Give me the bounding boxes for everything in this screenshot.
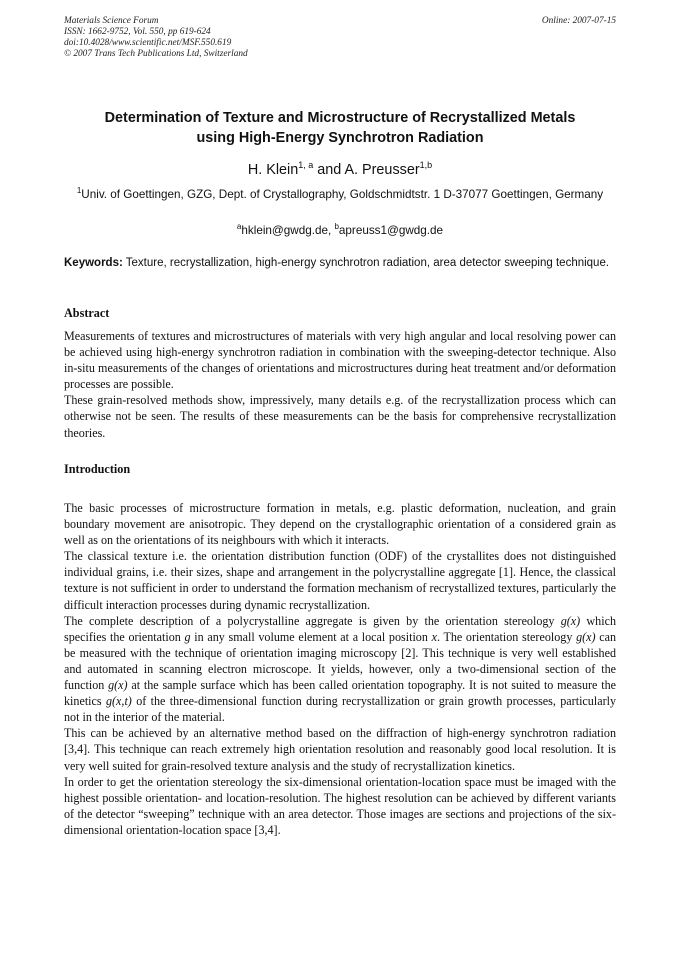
- affiliation-text: Univ. of Goettingen, GZG, Dept. of Crystallography, Goldschmidtstr. 1 D-37077 Goettingen, Germany: [81, 187, 604, 201]
- title-line-2: using High-Energy Synchrotron Radiation: [196, 130, 484, 146]
- intro-p3-text: which specifies the orientation: [64, 613, 616, 644]
- online-date: Online: 2007-07-15: [541, 16, 616, 26]
- keywords-label: Keywords:: [64, 257, 123, 269]
- author-2-name: . Preusser: [354, 161, 420, 178]
- introduction-heading: Introduction: [64, 462, 131, 476]
- affiliation-sup: 1: [76, 186, 82, 195]
- math-gx: g(x): [576, 629, 596, 644]
- math-gx: g(x): [560, 613, 581, 628]
- author-2-sup: 1,b: [419, 160, 433, 170]
- paper-title: [64, 108, 616, 148]
- title-line-1: Determination of Texture and Microstructure of Recrystallized Metals: [104, 110, 576, 126]
- author-1-sup: 1, a: [298, 160, 314, 170]
- math-g: g: [184, 629, 191, 644]
- abstract-paragraph-2: These grain-resolved methods show, impressively, many details e.g. of the recrystallization process which can otherwise not be seen. The results of these measurements can be the basis for comprehensive recrystallization theories.: [64, 393, 616, 440]
- intro-p3-text: The complete description of a polycrystalline aggregate is given by the orientation stereology: [64, 613, 561, 628]
- math-gx: g(x): [108, 678, 128, 693]
- introduction-body: [64, 500, 616, 838]
- abstract-heading: Abstract: [64, 306, 110, 320]
- keywords-text: Texture, recrystallization, high-energy synchrotron radiation, area detector sweeping technique.: [122, 257, 610, 269]
- issn-line: ISSN: 1662-9752, Vol. 550, pp 619-624: [64, 27, 211, 37]
- intro-paragraph-3: [64, 613, 616, 726]
- email-a-sup: a: [236, 222, 242, 231]
- intro-paragraph-2: The classical texture i.e. the orientation distribution function (ODF) of the crystallites does not distinguished individual grains, i.e. their sizes, shape and arrangement in the polycrystalline aggregate [1]. Hence, the classical texture is not sufficient in order to understand the formation mechanism of recrystallized textures, particularly the difficult interaction processes during dynamic recrystallization.: [64, 549, 616, 612]
- intro-p3-text: in any small volume element at a local position: [190, 629, 432, 644]
- intro-paragraph-5: In order to get the orientation stereology the six-dimensional orientation-location space must be imaged with the highest possible orientation- and location-resolution. The highest resolution can be achieved by different variants of the detector “sweeping” technique with an area detector. Those images are sections and projections of the six-dimensional orientation-location space [3,4].: [64, 774, 616, 837]
- intro-p3-text: at the sample surface which has been called orientation topography. It is not suited to measure the kinetics: [64, 678, 616, 709]
- author-1-name: H. Klein: [247, 161, 299, 178]
- doi-line: doi:10.4028/www.scientific.net/MSF.550.619: [64, 38, 232, 48]
- author-list: [64, 156, 616, 179]
- intro-paragraph-4: This can be achieved by an alternative method based on the diffraction of high-energy synchrotron radiation [3,4]. This technique can reach extremely high orientation resolution and reasonably good local resolution. It is very well suited for grain-resolved texture analysis and the study of recrystallization kinetics.: [64, 726, 616, 773]
- email-b-sup: b: [334, 222, 339, 231]
- author-emails: [64, 219, 616, 239]
- affiliation: [64, 183, 616, 203]
- email-b: apreuss1@gwdg.de: [338, 223, 444, 237]
- journal-name: Materials Science Forum: [64, 16, 159, 26]
- keywords: [64, 256, 616, 271]
- email-a: hklein@gwdg.de,: [241, 223, 335, 237]
- author-conjunction: and A: [313, 161, 355, 178]
- intro-p3-text: of the three-dimensional function during recrystallization or grain growth processes, particularly not in the interior of the material.: [64, 694, 616, 725]
- intro-paragraph-1: The basic processes of microstructure formation in metals, e.g. plastic deformation, nucleation, and grain boundary movement are anisotropic. They depend on the crystallographic orientation of a considered grain as well as on the orientations of its neighbours with which it interacts.: [64, 501, 616, 548]
- abstract-paragraph-1: Measurements of textures and microstructures of materials with very high angular and local resolving power can be achieved using high-energy synchrotron radiation in combination with the sweeping-detector technique. Also in-situ measurements of the changes of orientations and microstructures during heat treatment and/or deformation processes are possible.: [64, 329, 616, 392]
- copyright-line: © 2007 Trans Tech Publications Ltd, Switzerland: [64, 49, 248, 59]
- intro-p3-text: can be measured with the technique of orientation imaging microscopy [2]. This technique is very well established and automated in scanning electron microscope. It yields, however, only a two-dimensional section of the function: [64, 629, 617, 693]
- abstract-body: [64, 328, 616, 441]
- math-gxt: g(x,t): [105, 694, 132, 709]
- journal-header: [64, 16, 616, 60]
- math-x: x: [431, 629, 437, 644]
- intro-p3-text: . The orientation stereology: [436, 629, 577, 644]
